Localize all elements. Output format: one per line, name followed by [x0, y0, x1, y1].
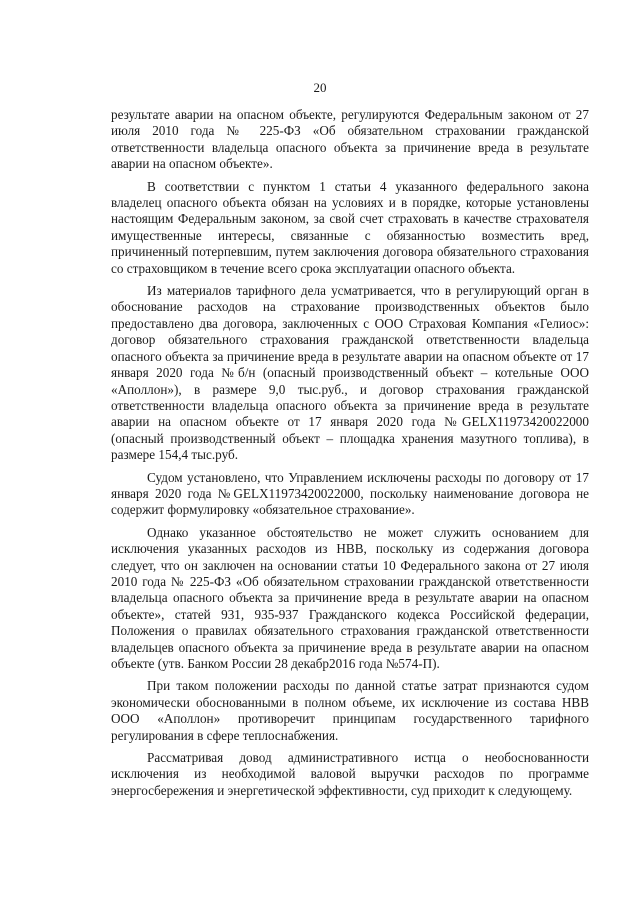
- paragraph-1: результате аварии на опасном объекте, регулируются Федеральным законом от 27 июля 2010 года № 225-ФЗ «Об обязательном страховании гражданской ответственности владельца опасного объекта за причинение вреда в результате аварии на опасном объекте».: [111, 107, 589, 172]
- paragraph-2: В соответствии с пунктом 1 статьи 4 указанного федерального закона владелец опасного объекта обязан на условиях и в порядке, которые установлены настоящим Федеральным законом, за свой счет страховать в качестве страхователя имущественные интересы, связанные с обязанностью возместить вред, причиненный потерпевшим, путем заключения договора обязательного страхования со страховщиком в течение всего срока эксплуатации опасного объекта.: [111, 178, 589, 276]
- paragraph-4: Судом установлено, что Управлением исключены расходы по договору от 17 января 2020 года №GELX11973420022000, поскольку наименование договора не содержит формулировку «обязательное страхование».: [111, 469, 589, 518]
- page-number: 20: [313, 80, 327, 95]
- document-body: [111, 107, 589, 805]
- paragraph-5: Однако указанное обстоятельство не может служить основанием для исключения указанных расходов из НВВ, поскольку из содержания договора следует, что он заключен на основании статьи 10 Федерального закона от 27 июля 2010 года № 225-ФЗ «Об обязательном страховании гражданской ответственности владельца опасного объекта за причинение вреда в результате аварии на опасном объекте», статей 931, 935-937 Гражданского кодекса Российской федерации, Положения о правилах обязательного страхования гражданской ответственности владельцев опасного объекта за причинение вреда в результате аварии на опасном объекте (утв. Банком России 28 декабр2016 года №574-П).: [111, 524, 589, 671]
- paragraph-3: Из материалов тарифного дела усматривается, что в регулирующий орган в обоснование расходов на страхование производственных объектов было предоставлено два договора, заключенных с ООО Страховая Компания «Гелиос»: договор обязательного страхования гражданской ответственности владельца опасного объекта за причинение вреда в результате аварии на опасном объекте от 17 января 2020 года №б/н (опасный производственный объект – котельные ООО «Аполлон»), в размере 9,0 тыс.руб., и договор страхования гражданской ответственности владельца опасного объекта за причинение вреда в результате аварии на опасном объекте от 17 января 2020 года №GELX11973420022000 (опасный производственный объект – площадка хранения мазутного топлива), в размере 154,4 тыс.руб.: [111, 283, 589, 463]
- paragraph-6: При таком положении расходы по данной статье затрат признаются судом экономически обоснованными в полном объеме, их исключение из состава НВВ ООО «Аполлон» противоречит принципам государственного тарифного регулирования в сфере теплоснабжения.: [111, 678, 589, 743]
- paragraph-7: Рассматривая довод административного истца о необоснованности исключения из необходимой валовой выручки расходов по программе энергосбережения и энергетической эффективности, суд приходит к следующему.: [111, 750, 589, 798]
